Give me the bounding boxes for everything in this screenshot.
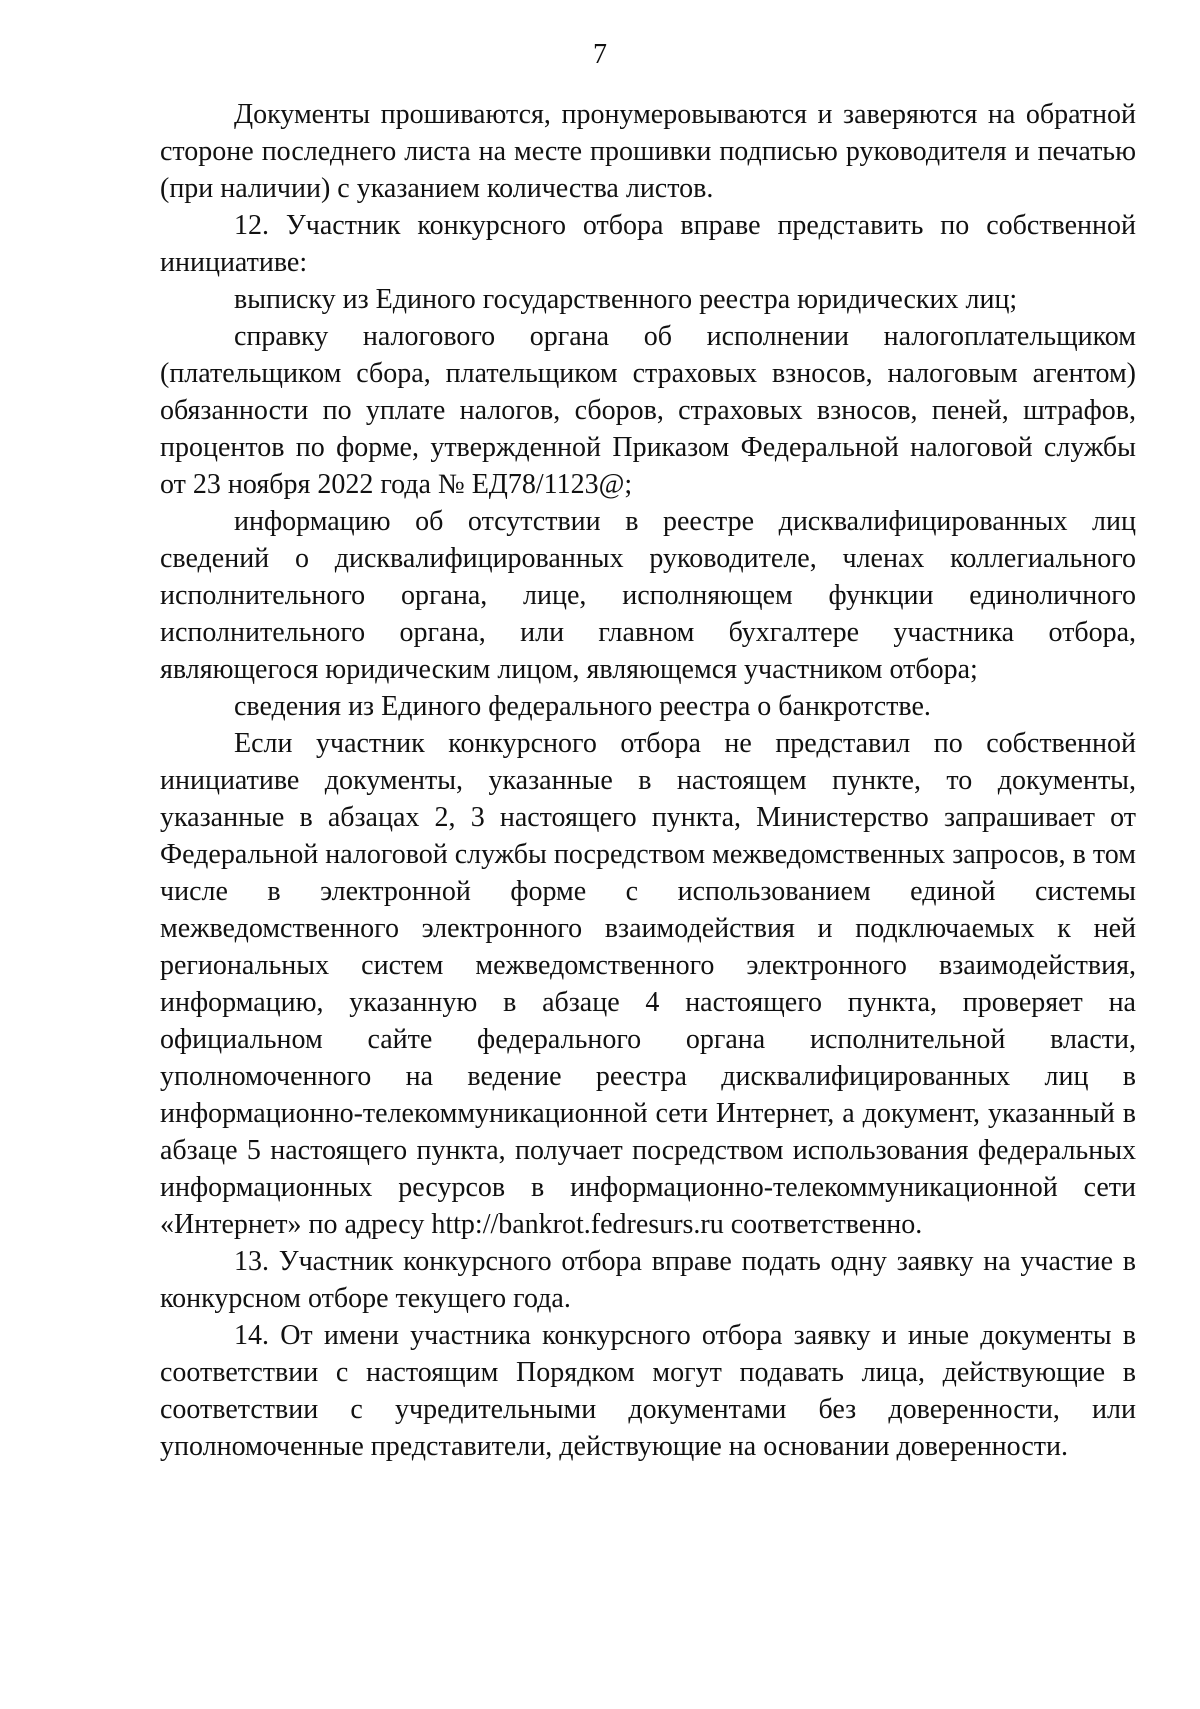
paragraph-bankruptcy-info: сведения из Единого федерального реестра о банкротстве.	[234, 691, 931, 722]
paragraph-tax-certificate: справку налогового органа об исполнении налогоплательщиком (плательщиком сбора, плательщиком страховых взносов, налоговым агентом) обязанности по уплате налогов, сборов, страховых взносов, пеней, штрафов, процентов по форме, утвержденной Приказом Федеральной налоговой службы от 23 ноября 2022 года № ЕД78/1123@;	[160, 321, 1136, 500]
paragraph-registry-extract: выписку из Единого государственного реестра юридических лиц;	[234, 284, 1018, 315]
paragraph-item-12: 12. Участник конкурсного отбора вправе представить по собственной инициативе:	[160, 210, 1136, 278]
paragraph-item-14: 14. От имени участника конкурсного отбора заявку и иные документы в соответствии с настоящим Порядком могут подавать лица, действующие в соответствии с учредительными документами без доверенности, или уполномоченные представители, действующие на основании доверенности.	[160, 1320, 1136, 1462]
paragraph-disqualified-registry: информацию об отсутствии в реестре дисквалифицированных лиц сведений о дисквалифицированных руководителе, членах коллегиального исполнительного органа, лице, исполняющем функции единоличного исполнительного органа, или главном бухгалтере участника отбора, являющегося юридическим лицом, являющемся участником отбора;	[160, 506, 1136, 685]
paragraph-ministry-requests: Если участник конкурсного отбора не представил по собственной инициативе документы, указанные в настоящем пункте, то документы, указанные в абзацах 2, 3 настоящего пункта, Министерство запрашивает от Федеральной налоговой службы посредством межведомственных запросов, в том числе в электронной форме с использованием единой системы межведомственного электронного взаимодействия и подключаемых к ней региональных систем межведомственного электронного взаимодействия, информацию, указанную в абзаце 4 настоящего пункта, проверяет на официальном сайте федерального органа исполнительной власти, уполномоченного на ведение реестра дисквалифицированных лиц в информационно-телекоммуникационной сети Интернет, а документ, указанный в абзаце 5 настоящего пункта, получает посредством использования федеральных информационных ресурсов в информационно-телекоммуникационной сети «Интернет» по адресу http://bankrot.fedresurs.ru соответственно.	[160, 728, 1136, 1240]
paragraph-item-13: 13. Участник конкурсного отбора вправе подать одну заявку на участие в конкурсном отборе текущего года.	[160, 1246, 1136, 1314]
page-number: 7	[593, 39, 607, 70]
document-body	[160, 96, 1136, 1465]
paragraph-stitching: Документы прошиваются, пронумеровываются и заверяются на обратной стороне последнего листа на месте прошивки подписью руководителя и печатью (при наличии) с указанием количества листов.	[160, 99, 1136, 204]
